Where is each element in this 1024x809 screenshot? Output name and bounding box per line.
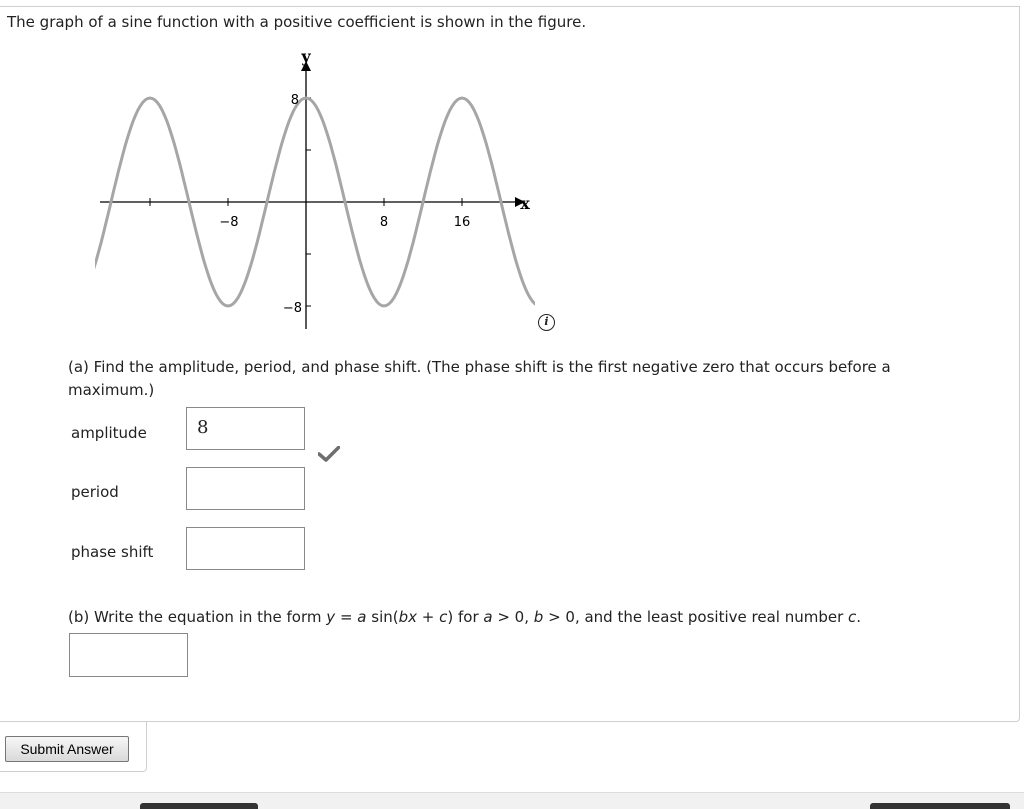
phase-shift-label: phase shift <box>71 543 154 561</box>
part-b-end: . <box>856 608 862 626</box>
eq-c: c <box>439 608 448 626</box>
nav-tab-right[interactable] <box>870 803 1010 809</box>
y-tick-label-8: 8 <box>290 93 299 108</box>
y-tick-label-neg8: −8 <box>282 301 302 316</box>
nav-tab-left[interactable] <box>140 803 258 809</box>
eq-equals: = <box>335 608 358 626</box>
cond-b-rest: > 0, and the least positive real number <box>543 608 849 626</box>
y-axis-label: y <box>301 47 311 66</box>
eq-a: a <box>357 608 367 626</box>
cond-b: b <box>533 608 544 626</box>
sine-graph <box>95 45 535 335</box>
phase-shift-input[interactable] <box>186 527 305 570</box>
amplitude-input[interactable]: 8 <box>186 407 305 450</box>
eq-close: ) for <box>447 608 484 626</box>
info-icon[interactable]: i <box>538 314 555 331</box>
eq-plus: + <box>417 608 440 626</box>
cond-c: c <box>848 608 857 626</box>
x-tick-label-neg8: −8 <box>219 215 239 230</box>
cond-a: a <box>483 608 493 626</box>
eq-y: y <box>326 608 336 626</box>
period-label: period <box>71 483 119 501</box>
amplitude-label: amplitude <box>71 424 147 442</box>
part-b-instructions <box>68 608 861 626</box>
checkmark-icon <box>318 446 340 462</box>
part-b-prefix: (b) Write the equation in the form <box>68 608 327 626</box>
eq-bx: bx <box>398 608 417 626</box>
question-prompt: The graph of a sine function with a positive coefficient is shown in the figure. <box>7 13 587 31</box>
cond-a-rest: > 0, <box>492 608 534 626</box>
x-tick-label-8: 8 <box>379 215 389 230</box>
period-input[interactable] <box>186 467 305 510</box>
equation-input[interactable] <box>69 633 188 677</box>
part-a-instructions: (a) Find the amplitude, period, and phase shift. (The phase shift is the first negative zero that occurs before a maximum.) <box>68 358 891 399</box>
x-tick-label-16: 16 <box>453 215 471 230</box>
x-axis-label: x <box>520 194 530 213</box>
submit-answer-button[interactable]: Submit Answer <box>5 736 129 762</box>
eq-sin: sin( <box>366 608 399 626</box>
